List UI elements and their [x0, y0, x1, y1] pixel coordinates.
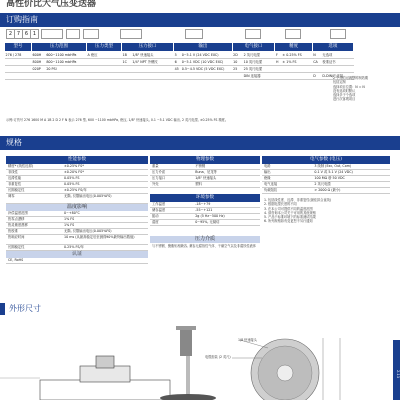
elec-title: 电气参数 (电压) [262, 156, 390, 164]
code-box: 2 [6, 29, 15, 39]
elec-section: 电气参数 (电压) 电路 3 线制 (Exc, Out, Com) 输出 0.1 V 或 5.1 V (24 VDC) 绝缘 100 MΩ @ 50 VDC 电气连接 2 英尺电缆 负载阻抗 > 2000 Ω (最小) 1. 包括线性度、迟滞、非重复性(最佳拟合直线) 2. 根据电缆长度的不同 3. 在本公司可提供不同的温度范围 4. 请咨询本公司关于可用的其他规格 5. 产品于标准环境下的标准测试结果 6. 所列规格如有变更恕不另行通知 [262, 156, 390, 224]
table-row: DIN 连接器 D D-DIN(F)连接 [5, 73, 354, 80]
code-box-empty [285, 29, 301, 39]
code-box-empty [83, 29, 99, 39]
code-box-empty [185, 29, 203, 39]
col-header: 压力类型 [87, 43, 122, 52]
table-row: 800H 800~1100 mbHPa 1C 1/4" NPT 外螺纹 6 0~5.1 VDC (10 VDC EXC) 10 10 英尺电缆 H ± 1% FS CA 校准证书 [5, 59, 354, 66]
cert-title: 认证 [6, 251, 148, 258]
order-guide-bar: 订购指南 [0, 13, 400, 27]
spec-bar: 规格 [0, 136, 400, 150]
env-title: 环境参数 [150, 194, 260, 202]
code-box-empty [245, 29, 261, 39]
code-box-empty [120, 29, 142, 39]
code-box: 6 [22, 29, 31, 39]
phys-section: 物理参数 重量 不锈钢 压力介质 Buna、尼龙等 压力接口 1/8" 快速接头 外壳 塑料 环境参数 工作温度 -18~+79 储存温度 -55~+121 振动 2g (5 Hz~500 Hz) 湿度 0~95%, 无凝结 压力介质 与不锈钢、聚酯铝相兼容, 兼容无腐蚀性气体、干燥空气以及非腐蚀性液体 [150, 156, 260, 249]
code-box: 7 [14, 29, 23, 39]
media-text: 与不锈钢、聚酯铝相兼容, 兼容无腐蚀性气体、干燥空气以及非腐蚀性液体 [152, 244, 257, 248]
perf-title: 性能参数 [6, 156, 148, 164]
elec-notes: 1. 包括线性度、迟滞、非重复性(最佳拟合直线) 2. 根据电缆长度的不同 3. 在本公司可提供不同的温度范围 4. 请咨询本公司关于可用的其他规格 5. 产品于标准环境下的标准测试结果 6. 所列规格如有变更恕不另行通知 [264, 198, 332, 224]
col-header: 电气接口 [232, 43, 275, 52]
port-label: 1/8 快速接头 [238, 338, 257, 342]
order-notes: 2 个月的可调整的制造期 包括定制 选择项目位置：N = N 没有选项时默认 选择多于个选项 进行次客观项目 [333, 76, 368, 102]
code-box-empty [66, 29, 80, 39]
perf-section: 性能参数 精度* (线性迟滞) ±0.25% FS* 非线性 ±0.20% FS* 迟滞性能 0.05% FS 非重复性 0.05% FS 长期稳定性 ±0.25% FS/年 调零 无隔, 仅限输出电压(0.005%FS) 温度影响 补偿温度范围 0~+80°C 热零点漂移 1% FS 热灵敏度漂移 1% FS 热校准 无隔, 仅限输出电压(0.005%FS) 热响应时间 10 ms (从最高稳定后至测得90%最终输出数值) 长期稳定性 0.25% FS/年 认证 CE, RoHS [6, 156, 148, 264]
order-table [4, 42, 354, 80]
cable-label: 电缆组装 (2 英尺) [205, 355, 231, 359]
media-title: 压力介质 [150, 236, 260, 243]
code-box-empty [330, 29, 346, 39]
col-header: 压力范围 [32, 43, 87, 52]
code-box: 1 [30, 29, 39, 39]
col-header: 选项 [312, 43, 353, 52]
order-example: 示例:订货号 276 1600 M A 1B 2 D 2 F N 表示 276 型, 600 ~1100 mbHPa, 绝压, 1/8" 快速接头, 0.1 ~5.1 VDC 输出, 2 英尺电缆, ±0.25% FS 精度。 [6, 118, 229, 122]
temp-title: 温度影响 [6, 204, 148, 211]
col-header: 型号 [5, 43, 32, 52]
col-header: 输出 [174, 43, 233, 52]
page-title: 高性价比大气压变送器 [6, 0, 97, 9]
col-header: 压力接口 [122, 43, 174, 52]
phys-title: 物理参数 [150, 156, 260, 164]
table-row: 276 / 278 600H 600~1100 mbHPa A 绝压 1B 1/8" 快速接头 5 0~5.1 V (24 VDC EXC) 2D 2 英尺电缆 F ± 0.25% FS N 无选项 [5, 52, 354, 59]
dimension-bar: 外形尺寸 [0, 303, 120, 315]
dimension-drawing [0, 318, 392, 400]
col-header: 精度 [275, 43, 312, 52]
table-row: 020P 20 PSI 45 0.5~4.5 VDC (5 VDC EXC) 25 25 英尺电缆 [5, 66, 354, 73]
page-number: 2-13 [396, 370, 400, 378]
code-box-empty [41, 29, 63, 39]
